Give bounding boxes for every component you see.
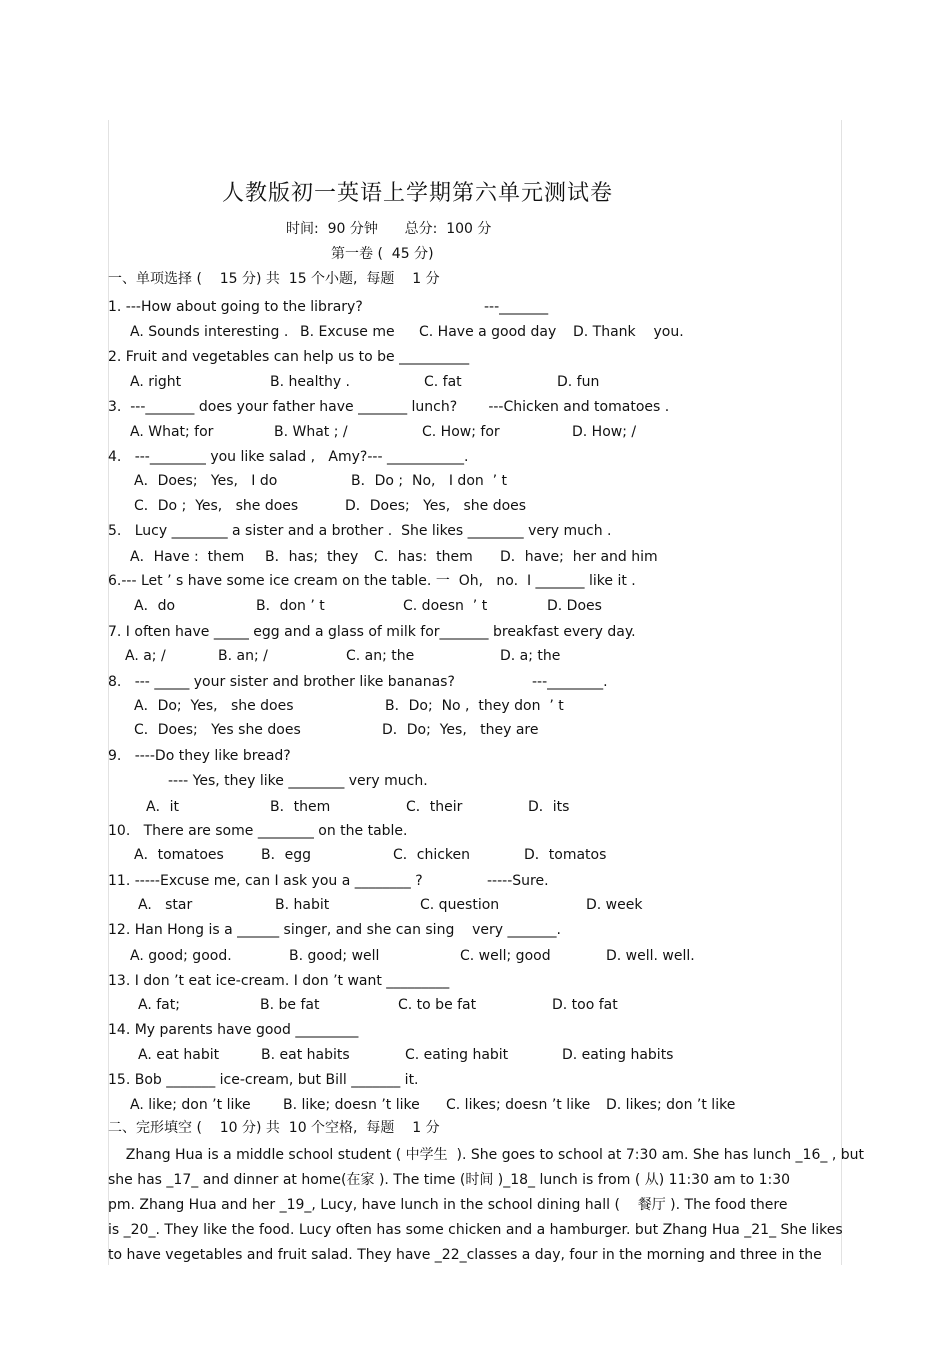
answer-option[interactable]: D. well. well. xyxy=(606,948,695,964)
answer-option[interactable]: B. habit xyxy=(275,897,330,913)
answer-option[interactable]: D. a; the xyxy=(500,648,561,664)
answer-option[interactable]: B. What ; / xyxy=(274,424,348,440)
question-stem: 1. ---How about going to the library? xyxy=(108,299,363,315)
answer-option[interactable]: B．don ’ t xyxy=(256,598,325,614)
answer-option[interactable]: D．Does; Yes, she does xyxy=(345,498,527,514)
question-stem: 8. --- _____ your sister and brother like bananas? xyxy=(108,674,455,690)
answer-option[interactable]: C. eating habit xyxy=(405,1047,509,1063)
answer-option[interactable]: C．has: them xyxy=(374,549,473,565)
question-stem: 7. I often have _____ egg and a glass of milk for_______ breakfast every day. xyxy=(108,624,636,640)
answer-option[interactable]: A. Sounds interesting . xyxy=(130,324,289,340)
passage-line: pm. Zhang Hua and her _19_, Lucy, have lunch in the school dining hall ( 餐厅 ). The food there xyxy=(108,1197,788,1213)
answer-option[interactable]: A. fat; xyxy=(138,997,180,1013)
answer-option[interactable]: B．them xyxy=(270,799,331,815)
answer-option[interactable]: C. How; for xyxy=(422,424,500,440)
answer-option[interactable]: B. be fat xyxy=(260,997,320,1013)
question-stem: 14. My parents have good _________ xyxy=(108,1022,359,1038)
answer-option[interactable]: B．Do ; No, I don ’ t xyxy=(351,473,508,489)
passage-line: Zhang Hua is a middle school student ( 中学生 ). She goes to school at 7:30 am. She has lunch _16_ , but xyxy=(108,1147,864,1163)
answer-blank: ---________. xyxy=(532,674,608,690)
answer-option[interactable]: A．Have : them xyxy=(130,549,245,565)
answer-option[interactable]: D. week xyxy=(586,897,643,913)
answer-option[interactable]: A．Does; Yes, I do xyxy=(134,473,278,489)
answer-option[interactable]: B. Excuse me xyxy=(300,324,395,340)
question-stem: 2. Fruit and vegetables can help us to be __________ xyxy=(108,349,470,365)
answer-option[interactable]: D. Thank you. xyxy=(573,324,684,340)
answer-option[interactable]: B. an; / xyxy=(218,648,268,664)
question-stem: 4. ---________ you like salad , Amy?--- ___________. xyxy=(108,449,469,465)
answer-option[interactable]: D. too fat xyxy=(552,997,618,1013)
answer-option[interactable]: B. good; well xyxy=(289,948,380,964)
answer-option[interactable]: D. fun xyxy=(557,374,600,390)
exam-info: 时间: 90 分钟 总分: 100 分 xyxy=(286,221,492,237)
answer-option[interactable]: B．has; they xyxy=(265,549,359,565)
answer-blank: ---_______ xyxy=(484,299,549,315)
answer-option[interactable]: B. like; doesn ’t like xyxy=(283,1097,420,1113)
answer-option[interactable]: D. likes; don ’t like xyxy=(606,1097,736,1113)
answer-option[interactable]: A．do xyxy=(134,598,176,614)
answer-option[interactable]: A. right xyxy=(130,374,182,390)
question-stem: 12. Han Hong is a ______ singer, and she can sing very _______. xyxy=(108,922,561,938)
answer-option[interactable]: B．Do; No , they don ’ t xyxy=(385,698,564,714)
answer-option[interactable]: C. well; good xyxy=(460,948,551,964)
answer-option[interactable]: C．Does; Yes she does xyxy=(134,722,301,738)
page-title: 人教版初一英语上学期第六单元测试卷 xyxy=(221,181,613,206)
answer-option[interactable]: C. doesn ’ t xyxy=(403,598,488,614)
answer-option[interactable]: A. What; for xyxy=(130,424,214,440)
answer-option[interactable]: C．Do ; Yes, she does xyxy=(134,498,299,514)
answer-option[interactable]: B. eat habits xyxy=(261,1047,350,1063)
answer-option[interactable]: A．tomatoes xyxy=(134,847,224,863)
answer-option[interactable]: A．it xyxy=(146,799,179,815)
answer-option[interactable]: A. good; good. xyxy=(130,948,232,964)
answer-option[interactable]: A. eat habit xyxy=(138,1047,220,1063)
answer-option[interactable]: A．Do; Yes, she does xyxy=(134,698,294,714)
question-stem: 9. ----Do they like bread? xyxy=(108,748,291,764)
question-stem: 15. Bob _______ ice-cream, but Bill _______ it. xyxy=(108,1072,419,1088)
answer-option[interactable]: C. an; the xyxy=(346,648,415,664)
passage-line: she has _17_ and dinner at home(在家 ). The time (时间 )_18_ lunch is from ( 从) 11:30 am to 1:30 xyxy=(108,1172,791,1188)
answer-option[interactable]: B．egg xyxy=(261,847,311,863)
right-margin-line xyxy=(841,120,842,1265)
answer-option[interactable]: A. star xyxy=(138,897,193,913)
answer-option[interactable]: D. How; / xyxy=(572,424,637,440)
answer-option[interactable]: C. question xyxy=(420,897,500,913)
answer-option[interactable]: D．its xyxy=(528,799,570,815)
part-heading: 第一卷 ( 45 分) xyxy=(331,246,434,262)
answer-option[interactable]: C. to be fat xyxy=(398,997,477,1013)
answer-option[interactable]: D. Does xyxy=(547,598,602,614)
left-margin-line xyxy=(108,120,109,1265)
section-1-heading: 一、单项选择 ( 15 分) 共 15 个小题, 每题 1 分 xyxy=(108,271,440,287)
question-reply: ---- Yes, they like ________ very much. xyxy=(168,773,428,789)
passage-line: to have vegetables and fruit salad. They have _22_classes a day, four in the morning and three in the xyxy=(108,1247,822,1263)
question-stem: 6.--- Let ’ s have some ice cream on the table. 一 Oh, no. I _______ like it . xyxy=(108,573,636,589)
question-stem: 5. Lucy ________ a sister and a brother . She likes ________ very much . xyxy=(108,523,612,539)
question-stem: 3. ---_______ does your father have _______ lunch? ---Chicken and tomatoes . xyxy=(108,399,670,415)
answer-option[interactable]: C. fat xyxy=(424,374,462,390)
question-stem: 10. There are some ________ on the table. xyxy=(108,823,408,839)
answer-option[interactable]: C. Have a good day xyxy=(419,324,557,340)
answer-option[interactable]: C．chicken xyxy=(393,847,471,863)
answer-option[interactable]: D．tomatos xyxy=(524,847,607,863)
question-stem: 13. I don ’t eat ice-cream. I don ’t want _________ xyxy=(108,973,450,989)
question-stem: 11. -----Excuse me, can I ask you a ________ ? xyxy=(108,873,423,889)
answer-blank: -----Sure. xyxy=(487,873,549,889)
passage-line: is _20_. They like the food. Lucy often has some chicken and a hamburger. but Zhang Hua _21_ She likes xyxy=(108,1222,843,1238)
answer-option[interactable]: D．have; her and him xyxy=(500,549,658,565)
answer-option[interactable]: C．their xyxy=(406,799,463,815)
answer-option[interactable]: D. eating habits xyxy=(562,1047,674,1063)
answer-option[interactable]: A. a; / xyxy=(125,648,166,664)
answer-option[interactable]: A. like; don ’t like xyxy=(130,1097,251,1113)
answer-option[interactable]: C. likes; doesn ’t like xyxy=(446,1097,591,1113)
answer-option[interactable]: D．Do; Yes, they are xyxy=(382,722,539,738)
section-2-heading: 二、完形填空 ( 10 分) 共 10 个空格, 每题 1 分 xyxy=(108,1120,440,1136)
answer-option[interactable]: B. healthy . xyxy=(270,374,351,390)
